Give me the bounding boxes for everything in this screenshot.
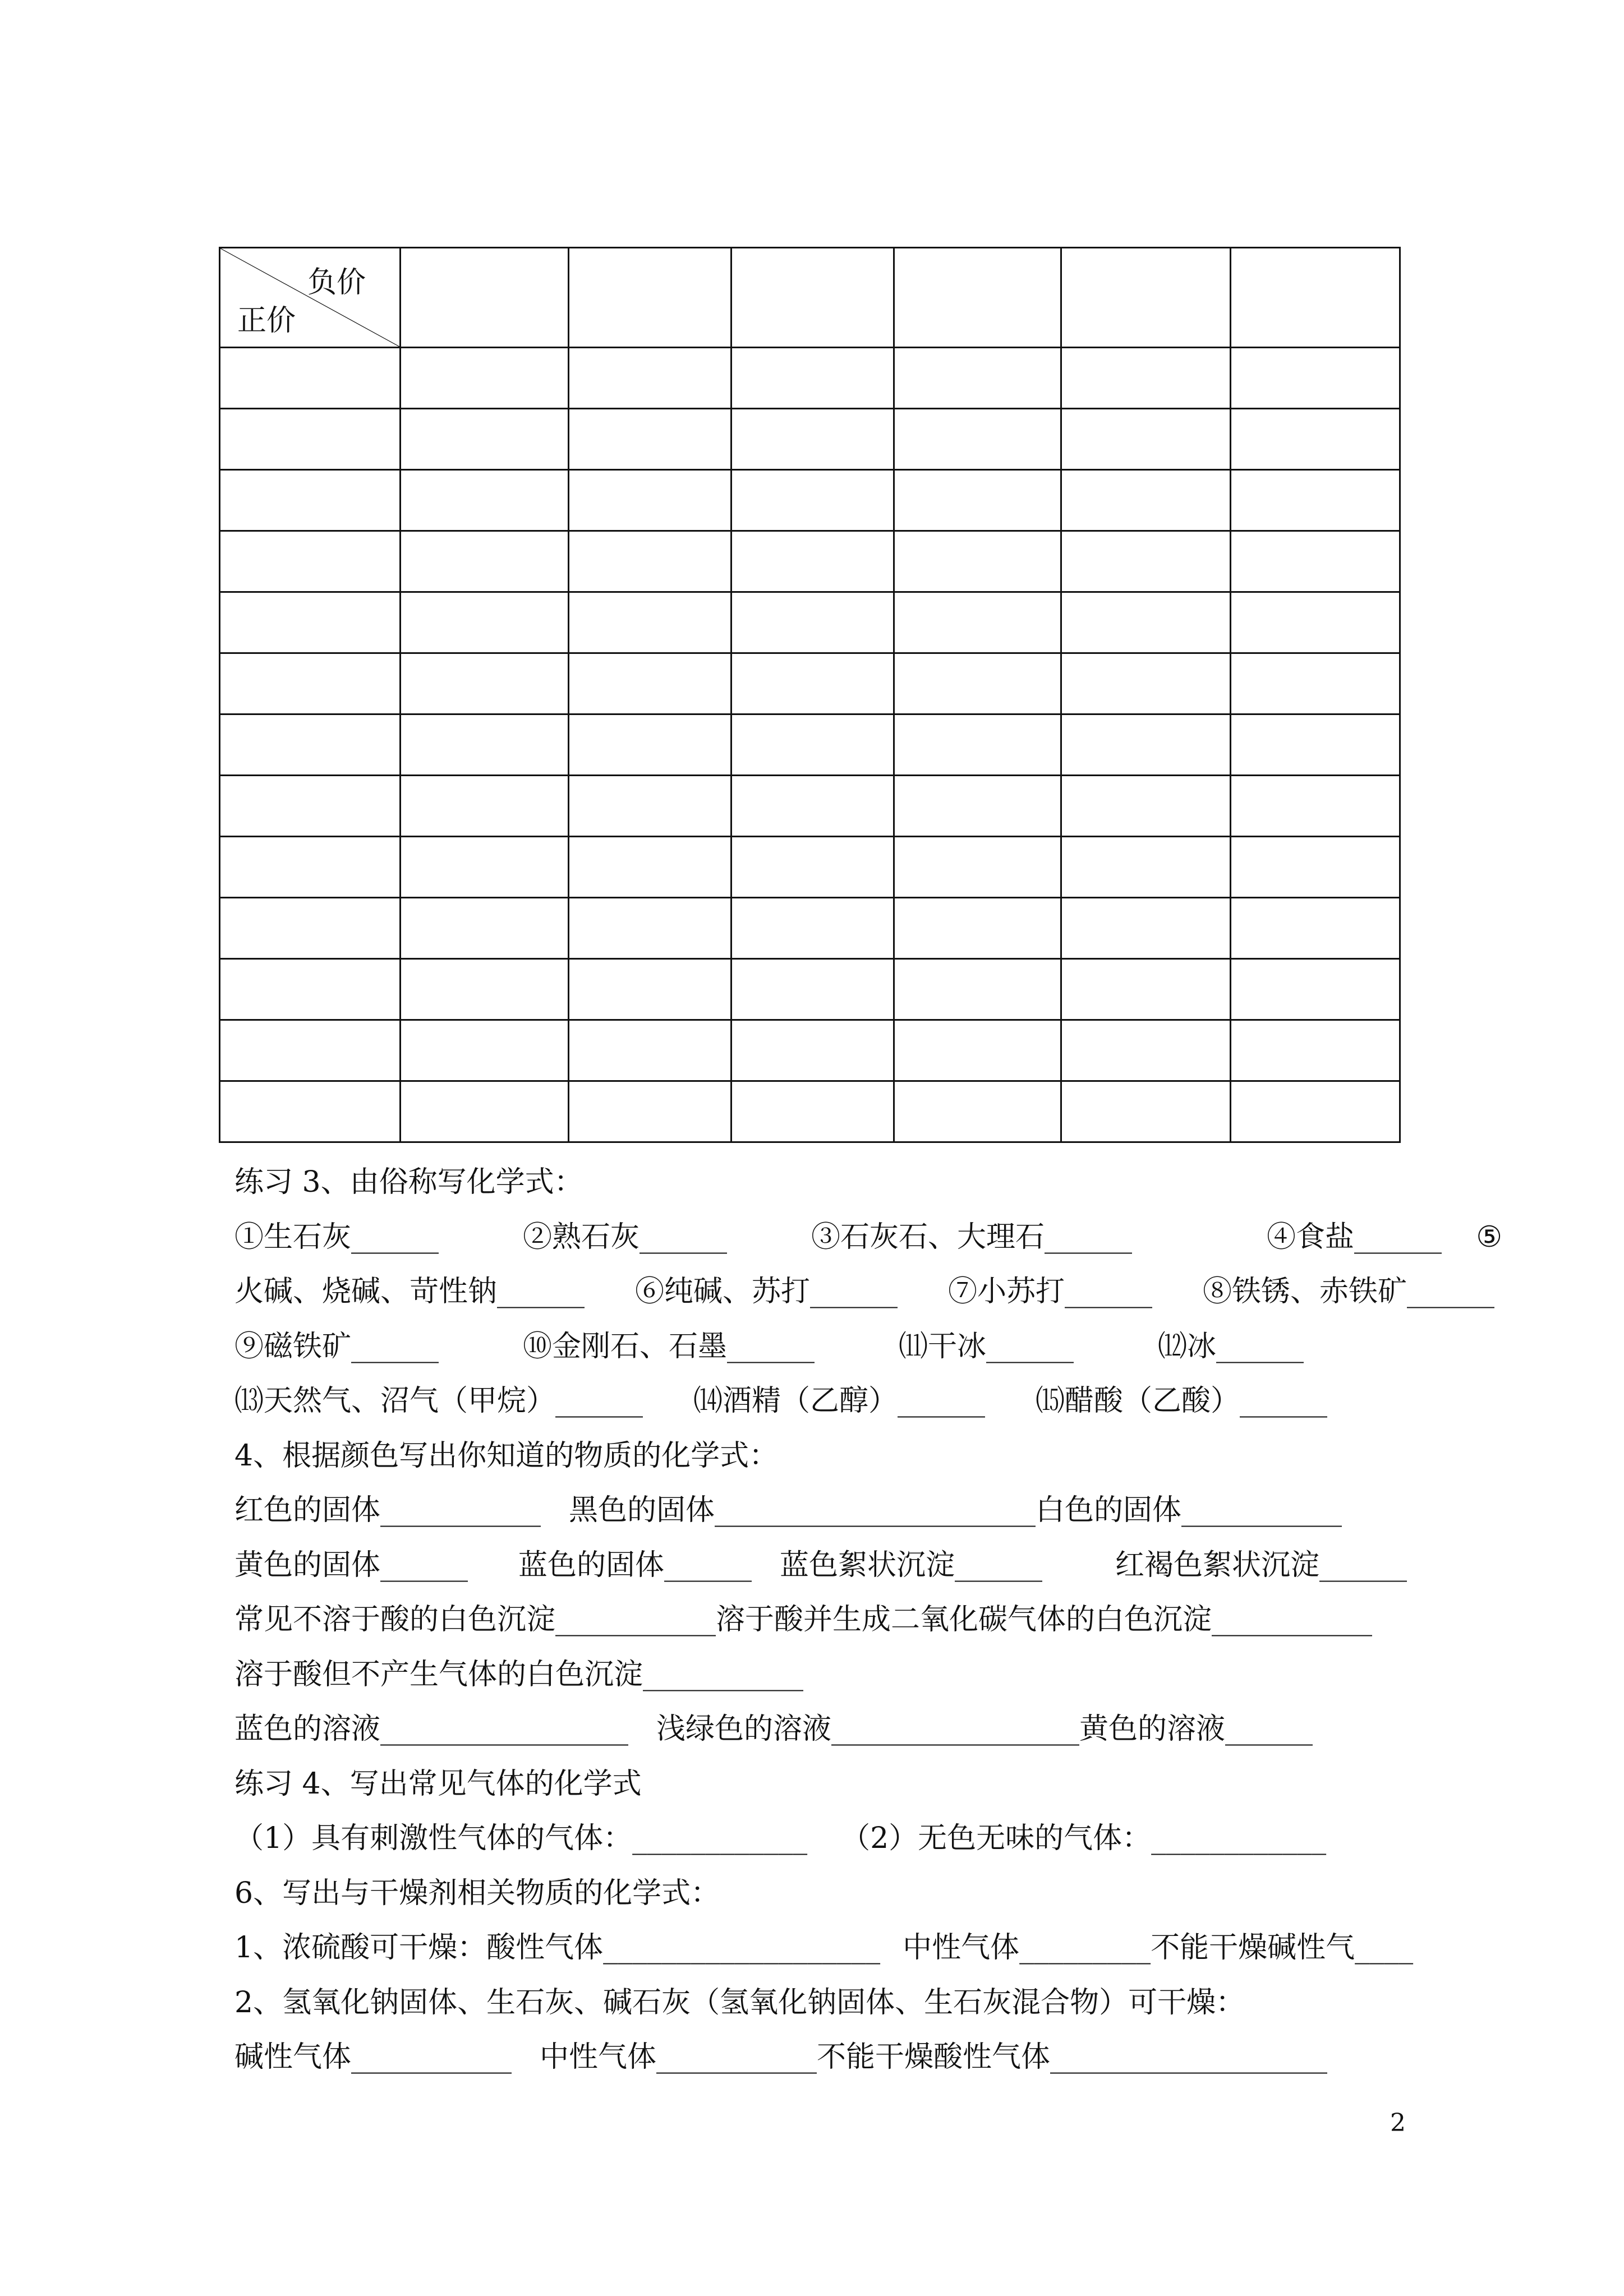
exercise4-questions <box>234 1811 1485 1866</box>
item-baking-soda: ⑦小苏打______ <box>948 1275 1153 1308</box>
table-cell[interactable] <box>732 959 894 1020</box>
table-cell[interactable] <box>1231 837 1400 898</box>
color-line4 <box>234 1648 1485 1703</box>
table-cell[interactable] <box>894 248 1061 348</box>
blue-floc: 蓝色絮状沉淀______ <box>780 1548 1043 1582</box>
table-cell[interactable] <box>401 1081 569 1142</box>
item-soda-ash: ⑥纯碱、苏打______ <box>635 1275 898 1308</box>
table-cell[interactable] <box>1231 531 1400 592</box>
exercise-content <box>234 1155 1502 2085</box>
table-cell[interactable] <box>220 776 401 837</box>
table-cell[interactable] <box>1231 959 1400 1020</box>
table-cell[interactable] <box>732 348 894 409</box>
table-row <box>220 592 1400 653</box>
table-cell[interactable] <box>1231 1020 1400 1081</box>
lightgreen-solution: 浅绿色的溶液_________________ <box>656 1712 1080 1746</box>
page-number: 2 <box>1390 2109 1406 2137</box>
table-cell[interactable] <box>1231 776 1400 837</box>
table-cell[interactable] <box>894 470 1061 531</box>
positive-valence-label: 正价 <box>237 304 296 338</box>
table-row <box>220 959 1400 1020</box>
negative-valence-label: 负价 <box>307 266 366 299</box>
sulfuric-acid-neutral: 中性气体_________不能干燥碱性气____ <box>903 1931 1414 1965</box>
table-cell[interactable] <box>1061 714 1231 776</box>
table-cell[interactable] <box>1061 248 1231 348</box>
table-row <box>220 714 1400 776</box>
exercise3-line4 <box>234 1374 1485 1429</box>
table-cell[interactable] <box>401 776 569 837</box>
valence-table <box>219 247 1401 1143</box>
table-cell[interactable] <box>1231 248 1400 348</box>
table-cell[interactable] <box>569 653 732 714</box>
table-cell[interactable] <box>1231 470 1400 531</box>
table-cell[interactable] <box>894 348 1061 409</box>
table-cell[interactable] <box>1061 1020 1231 1081</box>
table-cell[interactable] <box>401 348 569 409</box>
table-cell[interactable] <box>894 837 1061 898</box>
table-cell[interactable] <box>1231 592 1400 653</box>
table-cell[interactable] <box>732 1081 894 1142</box>
table-row <box>220 470 1400 531</box>
table-cell[interactable] <box>220 1020 401 1081</box>
table-cell[interactable] <box>732 898 894 959</box>
blue-solid: 蓝色的固体______ <box>518 1548 752 1582</box>
table-cell[interactable] <box>894 653 1061 714</box>
table-cell[interactable] <box>569 837 732 898</box>
naoh-basic: 碱性气体___________ <box>234 2040 512 2074</box>
table-cell[interactable] <box>401 714 569 776</box>
table-row <box>220 776 1400 837</box>
acid-soluble-white-precipitate: 溶于酸但不产生气体的白色沉淀___________ <box>234 1657 804 1691</box>
table-cell[interactable] <box>894 714 1061 776</box>
table-cell[interactable] <box>220 409 401 470</box>
table-cell[interactable] <box>732 714 894 776</box>
table-cell[interactable] <box>401 898 569 959</box>
table-cell[interactable] <box>401 592 569 653</box>
color-line5 <box>234 1702 1485 1757</box>
item-ice: ⑿冰______ <box>1158 1329 1304 1363</box>
table-cell[interactable] <box>1061 592 1231 653</box>
table-cell[interactable] <box>894 1020 1061 1081</box>
odorless-gas: （2）无色无味的气体：____________ <box>841 1822 1327 1855</box>
table-cell[interactable] <box>732 592 894 653</box>
table-cell[interactable] <box>220 959 401 1020</box>
sulfuric-acid-acidic: 1、浓硫酸可干燥：酸性气体___________________ <box>234 1931 881 1965</box>
table-cell[interactable] <box>401 409 569 470</box>
yellow-solid: 黄色的固体______ <box>234 1548 468 1582</box>
table-cell[interactable] <box>401 959 569 1020</box>
table-cell[interactable] <box>569 248 732 348</box>
blue-solution: 蓝色的溶液_________________ <box>234 1712 629 1746</box>
item-acetic-acid: ⒂醋酸（乙酸）______ <box>1036 1384 1328 1418</box>
item-salt: ④食盐______ <box>1267 1220 1442 1254</box>
table-cell[interactable] <box>1231 1081 1400 1142</box>
item5-marker: ⑤ <box>1476 1220 1502 1254</box>
item-rust: ⑧铁锈、赤铁矿______ <box>1203 1275 1495 1308</box>
desiccant-line3 <box>234 2030 1485 2085</box>
table-cell[interactable] <box>732 409 894 470</box>
table-cell[interactable] <box>1061 898 1231 959</box>
desiccant-line2: 2、氢氧化钠固体、生石灰、碱石灰（氢氧化钠固体、生石灰混合物）可干燥： <box>234 1985 1245 2020</box>
table-cell[interactable] <box>569 409 732 470</box>
table-cell[interactable] <box>569 531 732 592</box>
table-cell[interactable] <box>732 531 894 592</box>
item-magnetite: ⑨磁铁矿______ <box>234 1329 439 1363</box>
naoh-neutral: 中性气体___________不能干燥酸性气体___________________ <box>540 2040 1328 2074</box>
table-cell[interactable] <box>732 1020 894 1081</box>
table-cell[interactable] <box>1061 837 1231 898</box>
table-cell[interactable] <box>220 470 401 531</box>
color-line3 <box>234 1593 1485 1648</box>
item-limestone: ③石灰石、大理石______ <box>811 1220 1133 1254</box>
redbrown-floc: 红褐色絮状沉淀______ <box>1115 1548 1407 1582</box>
color-section-title: 4、根据颜色写出你知道的物质的化学式： <box>234 1439 779 1473</box>
table-cell[interactable] <box>894 959 1061 1020</box>
table-cell[interactable] <box>1231 898 1400 959</box>
table-cell[interactable] <box>401 470 569 531</box>
table-cell[interactable] <box>220 653 401 714</box>
table-row <box>220 531 1400 592</box>
table-cell[interactable] <box>401 248 569 348</box>
table-cell[interactable] <box>569 348 732 409</box>
table-cell[interactable] <box>1061 1081 1231 1142</box>
exercise3-line1 <box>234 1210 1502 1265</box>
table-cell[interactable] <box>401 653 569 714</box>
table-cell[interactable] <box>1231 653 1400 714</box>
table-cell[interactable] <box>1061 959 1231 1020</box>
table-cell[interactable] <box>401 1020 569 1081</box>
table-row <box>220 837 1400 898</box>
table-cell[interactable] <box>569 959 732 1020</box>
table-cell[interactable] <box>894 592 1061 653</box>
exercise3-line2 <box>234 1265 1495 1320</box>
white-solid: 白色的固体___________ <box>1036 1493 1342 1527</box>
table-cell[interactable] <box>569 1020 732 1081</box>
exercise3-title: 练习 3、由俗称写化学式： <box>234 1165 583 1199</box>
table-row <box>220 409 1400 470</box>
table-row <box>220 898 1400 959</box>
table-cell[interactable] <box>732 470 894 531</box>
item-diamond-graphite: ⑩金刚石、石墨______ <box>523 1329 815 1363</box>
table-cell[interactable] <box>220 714 401 776</box>
table-cell[interactable] <box>732 248 894 348</box>
exercise4-title: 练习 4、写出常见气体的化学式 <box>234 1767 642 1801</box>
insoluble-white-precipitate: 常见不溶于酸的白色沉淀___________ <box>234 1603 716 1636</box>
item-quicklime: ①生石灰______ <box>234 1220 439 1254</box>
desiccant-line1 <box>234 1921 1485 1976</box>
table-cell[interactable] <box>220 1081 401 1142</box>
table-cell[interactable] <box>220 898 401 959</box>
table-row <box>220 653 1400 714</box>
black-solid: 黑色的固体______________________ <box>569 1493 1036 1527</box>
table-row <box>220 1081 1400 1142</box>
item-ethanol: ⒁酒精（乙醇）______ <box>693 1384 986 1418</box>
table-cell[interactable] <box>220 592 401 653</box>
table-cell[interactable] <box>569 714 732 776</box>
item-dry-ice: ⑾干冰______ <box>899 1329 1074 1363</box>
table-cell[interactable] <box>1231 714 1400 776</box>
item-methane: ⒀天然气、沼气（甲烷）______ <box>234 1384 643 1418</box>
table-cell[interactable] <box>732 837 894 898</box>
table-cell[interactable] <box>569 776 732 837</box>
table-cell[interactable] <box>220 837 401 898</box>
table-row <box>220 348 1400 409</box>
table-cell[interactable] <box>1061 776 1231 837</box>
yellow-solution: 黄色的溶液______ <box>1079 1712 1313 1746</box>
table-cell[interactable] <box>894 776 1061 837</box>
table-cell[interactable] <box>1061 470 1231 531</box>
table-cell[interactable] <box>401 837 569 898</box>
table-cell[interactable] <box>569 470 732 531</box>
table-cell[interactable] <box>732 653 894 714</box>
table-cell[interactable] <box>569 898 732 959</box>
item-caustic-soda: 火碱、烧碱、苛性钠______ <box>234 1275 585 1308</box>
table-cell[interactable] <box>220 348 401 409</box>
table-cell[interactable] <box>894 898 1061 959</box>
color-line1 <box>234 1483 1485 1538</box>
diagonal-header-cell <box>220 248 401 348</box>
table-cell[interactable] <box>732 776 894 837</box>
table-cell[interactable] <box>220 531 401 592</box>
desiccant-title: 6、写出与干燥剂相关物质的化学式： <box>234 1876 720 1910</box>
co2-white-precipitate: 溶于酸并生成二氧化碳气体的白色沉淀___________ <box>716 1603 1373 1636</box>
red-solid: 红色的固体___________ <box>234 1493 541 1527</box>
table-cell[interactable] <box>894 531 1061 592</box>
table-cell[interactable] <box>894 1081 1061 1142</box>
table-cell[interactable] <box>1231 409 1400 470</box>
table-cell[interactable] <box>1061 531 1231 592</box>
exercise3-line3 <box>234 1320 1485 1375</box>
table-cell[interactable] <box>1231 348 1400 409</box>
table-cell[interactable] <box>1061 409 1231 470</box>
item-slaked-lime: ②熟石灰______ <box>523 1220 728 1254</box>
irritating-gas: （1）具有刺激性气体的气体：____________ <box>234 1822 808 1855</box>
table-cell[interactable] <box>569 592 732 653</box>
table-cell[interactable] <box>1061 348 1231 409</box>
table-cell[interactable] <box>1061 653 1231 714</box>
table-cell[interactable] <box>569 1081 732 1142</box>
table-cell[interactable] <box>401 531 569 592</box>
table-row <box>220 1020 1400 1081</box>
table-cell[interactable] <box>894 409 1061 470</box>
color-line2 <box>234 1538 1485 1593</box>
table-header-row <box>220 248 1400 348</box>
